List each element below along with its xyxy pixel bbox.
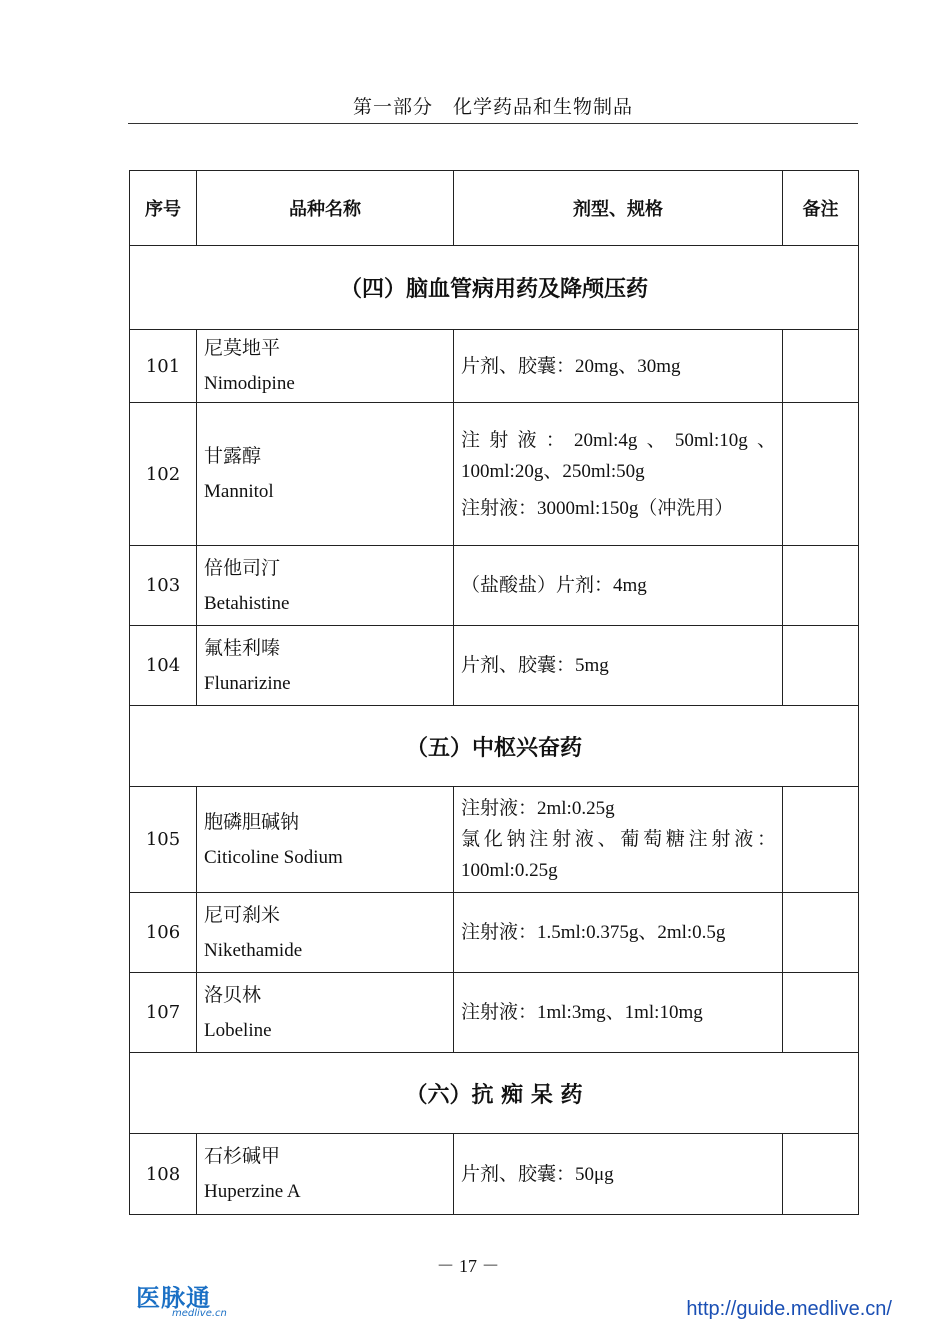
drug-spec <box>454 893 783 973</box>
spec-line: 注射液：1.5ml:0.375g、2ml:0.5g <box>461 922 726 943</box>
drug-spec <box>454 330 783 403</box>
drug-name-en: Citicoline Sodium <box>204 846 343 868</box>
drug-note <box>783 330 859 403</box>
table-row <box>130 330 859 403</box>
drug-name <box>197 330 454 403</box>
drug-note <box>783 403 859 546</box>
drug-name-cn: 尼莫地平 <box>204 337 281 359</box>
drug-name-en: Huperzine A <box>204 1181 301 1202</box>
spec-line: 片剂、胶囊：5mg <box>461 655 609 676</box>
drug-note <box>783 1134 859 1215</box>
drug-name-cn: 尼可刹米 <box>204 903 281 926</box>
column-header-number: 序号 <box>130 171 197 246</box>
section-row <box>130 246 859 330</box>
row-number: 107 <box>130 973 197 1053</box>
drug-name <box>197 893 454 973</box>
table-row <box>130 626 859 706</box>
drug-name <box>197 1134 454 1215</box>
drug-name-en: Betahistine <box>204 592 290 614</box>
drug-name <box>197 626 454 706</box>
drug-spec <box>454 403 783 546</box>
drug-name <box>197 403 454 546</box>
drug-note <box>783 546 859 626</box>
drug-name-cn: 氟桂利嗪 <box>204 636 281 659</box>
spec-line: 氯化钠注射液、葡萄糖注射液：100ml:0.25g <box>461 829 776 881</box>
drug-name-en: Flunarizine <box>204 672 291 694</box>
drug-name-cn: 洛贝林 <box>204 983 262 1006</box>
spec-line: 注射液：20ml:4g、50ml:10g、100ml:20g、250ml:50g <box>461 429 776 482</box>
drug-note <box>783 973 859 1053</box>
row-number: 108 <box>130 1134 197 1215</box>
drug-spec <box>454 626 783 706</box>
header-rule <box>128 123 858 124</box>
table-row <box>130 787 859 893</box>
drug-name <box>197 973 454 1053</box>
drug-table <box>129 170 859 1215</box>
table-row <box>130 1134 859 1215</box>
drug-note <box>783 626 859 706</box>
section-row <box>130 1053 859 1134</box>
page-header: 第一部分 化学药品和生物制品 <box>352 96 633 118</box>
drug-name-cn: 甘露醇 <box>204 445 262 467</box>
spec-line: 片剂、胶囊：20mg、30mg <box>461 355 681 377</box>
page-number: － 17 － <box>436 1256 500 1276</box>
medlive-logo <box>132 1278 242 1322</box>
row-number: 103 <box>130 546 197 626</box>
table-row <box>130 403 859 546</box>
spec-line: 注射液：2ml:0.25g <box>461 798 615 819</box>
row-number: 102 <box>130 403 197 546</box>
row-number: 104 <box>130 626 197 706</box>
drug-note <box>783 787 859 893</box>
drug-name-en: Nikethamide <box>204 939 303 961</box>
drug-spec <box>454 1134 783 1215</box>
drug-note <box>783 893 859 973</box>
column-header-name: 品种名称 <box>197 171 454 246</box>
drug-name-cn: 石杉碱甲 <box>204 1145 281 1167</box>
drug-spec <box>454 546 783 626</box>
spec-line: 片剂、胶囊：50μg <box>461 1163 614 1185</box>
table-header-row <box>130 171 859 246</box>
section-title: （四）脑血管病用药及降颅压药 <box>130 246 859 330</box>
spec-line: （盐酸盐）片剂：4mg <box>461 575 647 596</box>
table-row <box>130 546 859 626</box>
section-row <box>130 706 859 787</box>
footer-url-link[interactable]: http://guide.medlive.cn/ <box>686 1298 892 1320</box>
drug-name-cn: 倍他司汀 <box>204 556 281 579</box>
logo-subtext: medlive.cn <box>172 1308 227 1319</box>
row-number: 106 <box>130 893 197 973</box>
spec-line: 注射液：1ml:3mg、1ml:10mg <box>461 1002 703 1023</box>
drug-spec <box>454 973 783 1053</box>
drug-name-en: Lobeline <box>204 1019 272 1041</box>
table-row <box>130 893 859 973</box>
row-number: 101 <box>130 330 197 403</box>
drug-name <box>197 787 454 893</box>
column-header-spec: 剂型、规格 <box>454 171 783 246</box>
drug-name-en: Mannitol <box>204 481 274 502</box>
logo-text: 医脉通 <box>136 1284 211 1312</box>
drug-name-cn: 胞磷胆碱钠 <box>204 810 300 833</box>
section-title: （六）抗 痴 呆 药 <box>130 1053 859 1134</box>
table-row <box>130 973 859 1053</box>
spec-line: 注射液：3000ml:150g（冲洗用） <box>461 497 734 519</box>
drug-name <box>197 546 454 626</box>
drug-spec <box>454 787 783 893</box>
row-number: 105 <box>130 787 197 893</box>
section-title: （五）中枢兴奋药 <box>130 706 859 787</box>
column-header-note: 备注 <box>783 171 859 246</box>
drug-name-en: Nimodipine <box>204 373 295 394</box>
